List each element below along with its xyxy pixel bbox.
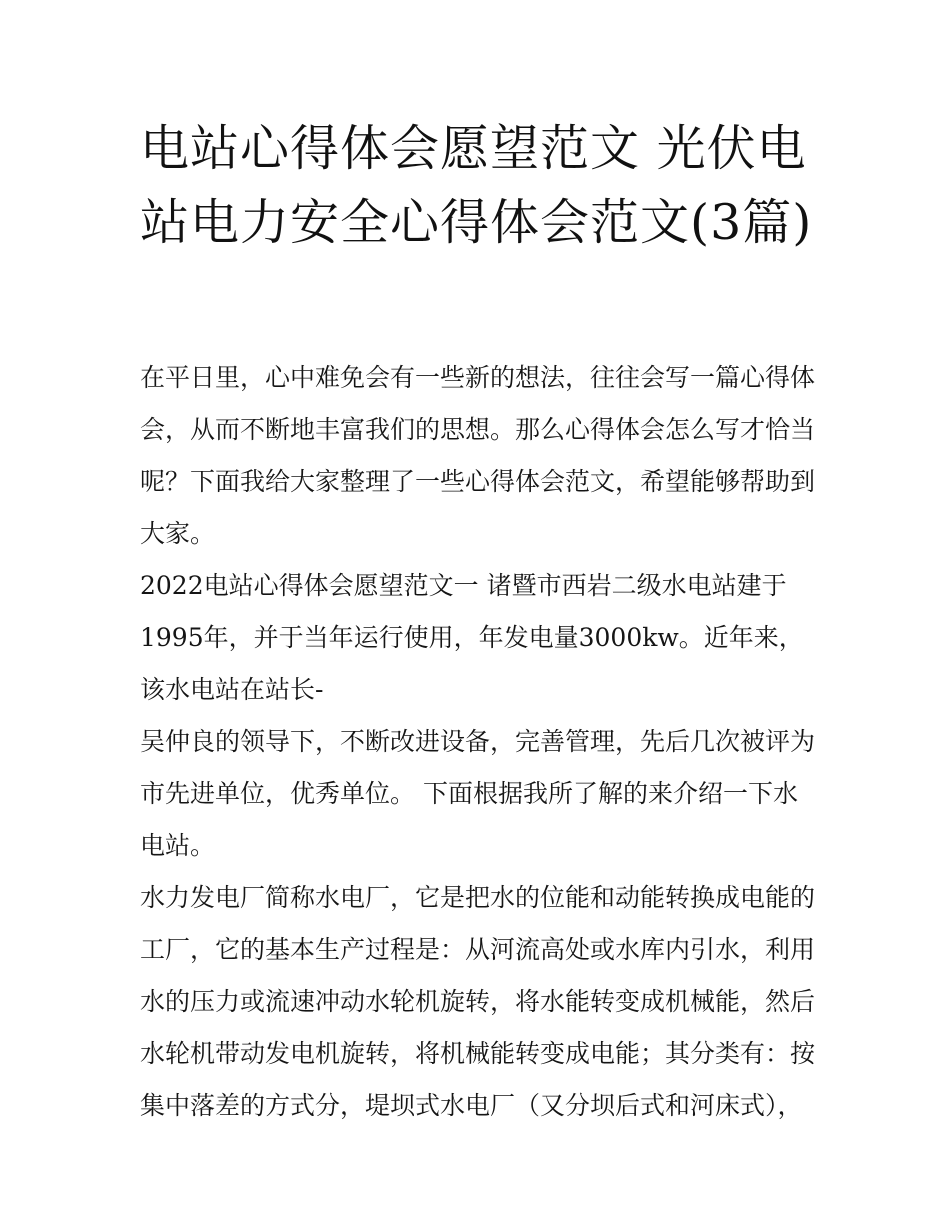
paragraph-intro: 在平日里，心中难免会有一些新的想法，往往会写一篇心得体会，从而不断地丰富我们的思想。那么心得体会怎么写才恰当呢？下面我给大家整理了一些心得体会范文，希望能够帮助到大家。	[140, 363, 816, 548]
paragraph-essay-one-opening: 2022电站心得体会愿望范文一 诸暨市西岩二级水电站建于1995年，并于当年运行使用，年发电量3000kw。近年来，该水电站在站长-	[140, 571, 804, 704]
paragraph-hydropower-definition: 水力发电厂简称水电厂，它是把水的位能和动能转换成电能的工厂，它的基本生产过程是：从河流高处或水库内引水，利用水的压力或流速冲动水轮机旋转，将水能转变成机械能，然后水轮机带动发电机旋转，将机械能转变成电能；其分类有：按集中落差的方式分，堤坝式水电厂（又分坝后式和河床式），	[140, 883, 816, 1120]
paragraph-station-leadership: 吴仲良的领导下，不断改进设备，完善管理，先后几次被评为市先进单位，优秀单位。 下面根据我所了解的来介绍一下水电站。	[140, 727, 816, 860]
document-body	[140, 352, 820, 1132]
document-title: 电站心得体会愿望范文 光伏电站电力安全心得体会范文(3篇)	[140, 120, 813, 251]
